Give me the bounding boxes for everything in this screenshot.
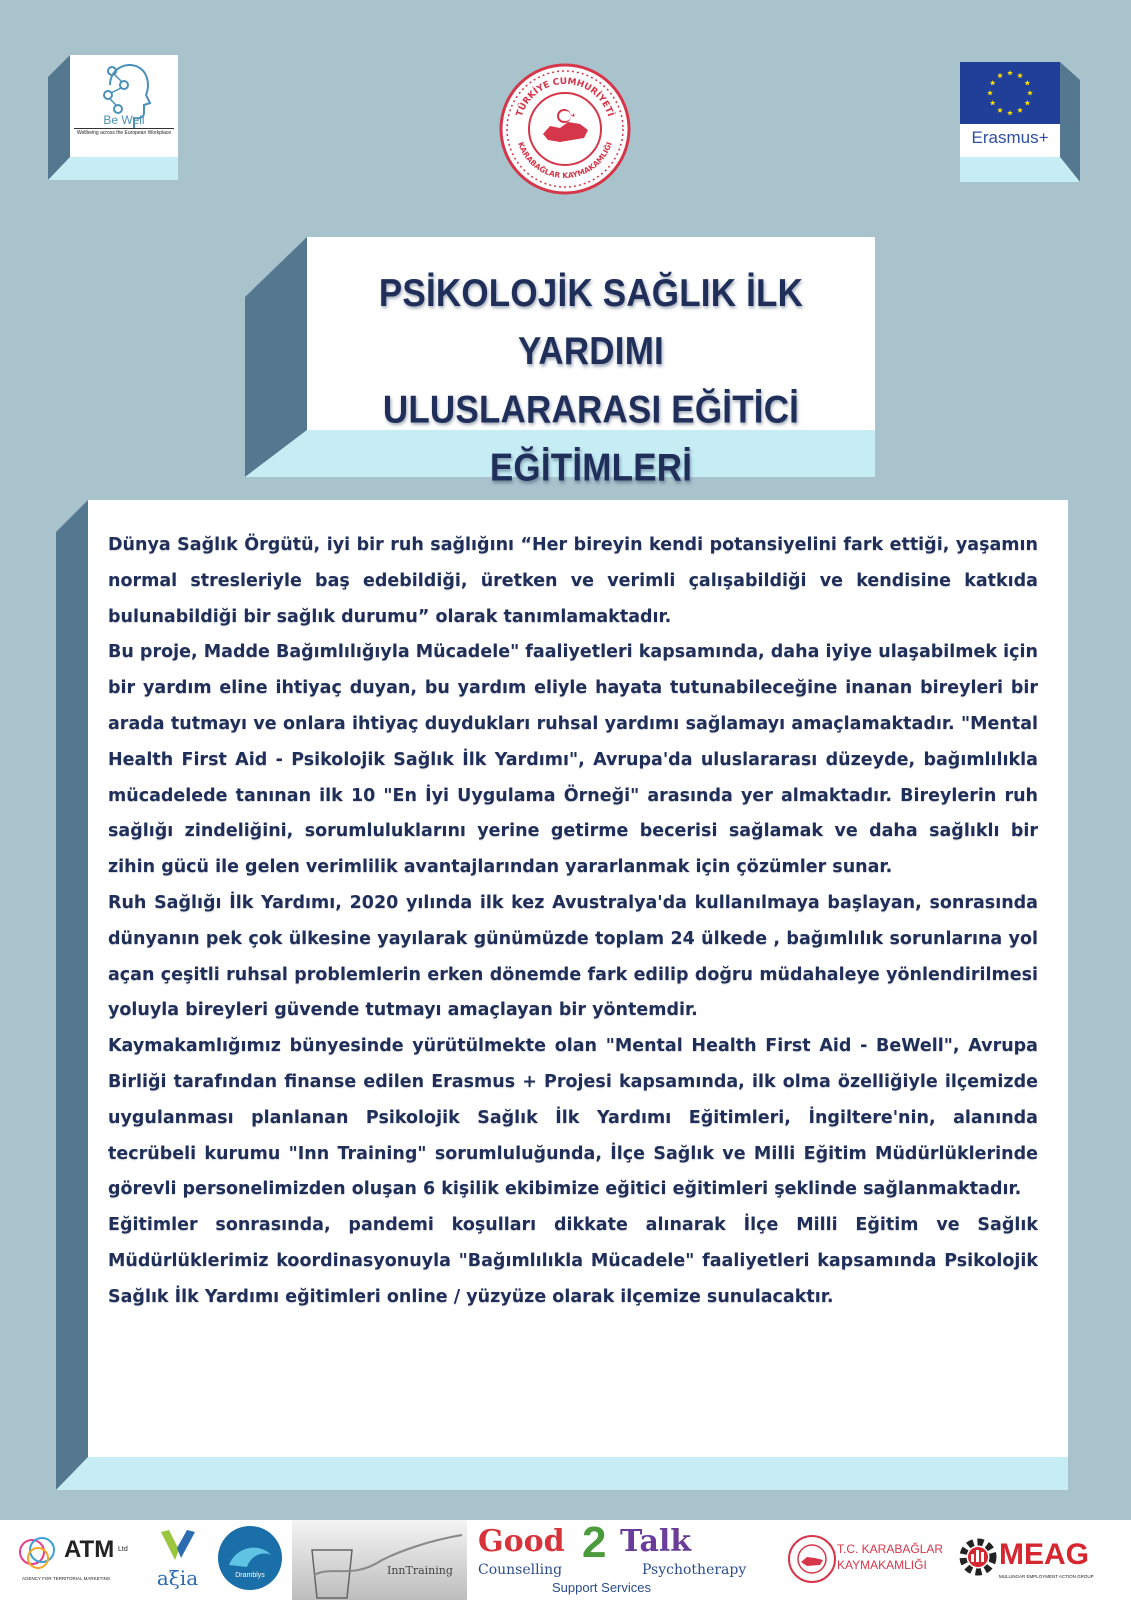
atm-logo — [14, 1520, 139, 1600]
erasmus-logo — [960, 62, 1060, 157]
atm-tagline: AGENCY FOR TERRITORIAL MARKETING — [22, 1576, 111, 1581]
bewell-head-icon — [70, 55, 178, 157]
good2talk-word1: Good — [478, 1524, 565, 1559]
good2talk-counselling: Counselling — [478, 1562, 563, 1578]
good2talk-psychotherapy: Psychotherapy — [642, 1562, 747, 1578]
meag-logo — [953, 1520, 1125, 1600]
dramblys-name: Dramblys — [235, 1572, 265, 1579]
title-line-2: ULUSLARARASI EĞİTİCİ EĞİTİMLERİ — [382, 387, 800, 490]
axia-mark-icon — [157, 1526, 197, 1564]
erasmus-name: Erasmus+ — [971, 128, 1049, 147]
bewell-logo — [70, 55, 178, 157]
inntraining-logo — [292, 1520, 467, 1600]
dramblys-logo — [215, 1520, 285, 1600]
good2talk-number: 2 — [582, 1518, 607, 1567]
paragraph: Bu proje, Madde Bağımlılığıyla Mücadele" faaliyetleri kapsamında, daha iyiye ulaşabilmek için bir yardım eline ihtiyaç duyan, bu yardım eliyle hayata tutunabileceğine inanan bireyleri bir arada tutmayı ve onlara ihtiyaç duydukları ruhsal yardımı sağlamayı amaçlamaktadır. "Mental Health First Aid - Psikolojik Sağlık İlk Yardımı", Avrupa'da uluslararası düzeyde, bağımlılıkla mücadelede tanınan ilk 10 "En İyi Uygulama Örneği" arasında yer almaktadır. Bireylerin ruh sağlığı zindeliğini, sorumluluklarını yerine getirme becerisi sağlamak ve daha sağlıklı bir zihin gücü ile gelen verimlilik avantajlarından yararlanmak için çözümler sunar. — [108, 642, 1038, 878]
atm-name: ATM — [64, 1536, 115, 1563]
seal-bottom-text: KARABAĞLAR KAYMAKAMLIĞI — [516, 140, 614, 181]
bewell-name: Be Well — [103, 113, 145, 127]
eu-flag-icon — [960, 62, 1060, 124]
water-glass-icon — [292, 1520, 467, 1600]
axia-logo — [150, 1520, 205, 1600]
axia-name: aξia — [156, 1566, 199, 1590]
kaymakamlik-seal — [498, 62, 632, 196]
partner-logos-footer — [0, 1520, 1131, 1600]
dramblys-circle-icon — [217, 1525, 283, 1591]
good2talk-word2: Talk — [620, 1524, 692, 1559]
atm-rings-icon — [16, 1532, 66, 1572]
seal-top-text: TÜRKİYE CUMHURİYETİ — [514, 76, 616, 118]
inntraining-name: InnTraining — [387, 1564, 453, 1577]
kaymakamlik-line2: KAYMAKAMLIĞI — [837, 1558, 927, 1572]
title-box — [245, 237, 875, 490]
page-title — [307, 265, 875, 498]
paragraph: Dünya Sağlık Örgütü, iyi bir ruh sağlığını “Her bireyin kendi potansiyelini fark ettiği, yaşamın normal stresleriyle baş edebildiği, üretken ve verimli çalışabildiği ve kendisine katkıda bulunabildiği bir sağlık durumu” olarak tanımlamaktadır. — [108, 535, 1038, 627]
erasmus-logo-box — [960, 62, 1080, 182]
paragraph: Eğitimler sonrasında, pandemi koşulları dikkate alınarak İlçe Milli Eğitim ve Sağlık Müdürlüklerimiz koordinasyonuyla "Bağımlılıkla Mücadele" faaliyetleri kapsamında Psikolojik Sağlık İlk Yardımı eğitimleri online / yüzyüze olarak ilçemize sunulacaktır. — [108, 1215, 1038, 1307]
meag-name: MEAG — [999, 1538, 1089, 1571]
title-line-1: PSİKOLOJİK SAĞLIK İLK YARDIMI — [378, 271, 804, 374]
paragraph: Ruh Sağlığı İlk Yardımı, 2020 yılında ilk kez Avustralya'da kullanılmaya başlayan, sonrasında dünyanın pek çok ülkesine yayılarak günümüzde toplam 24 ülkede , bağımlılık sorunlarına yol açan çeşitli ruhsal problemlerin erken dönemde fark edilip doğru müdahaleye yönlendirilmesi yoluyla bireyleri güvende tutmayı amaçlayan bir yöntemdir. — [108, 892, 1038, 1021]
kaymakamlik-seal-small-icon — [787, 1534, 837, 1584]
good2talk-logo — [474, 1520, 769, 1600]
bewell-logo-box — [48, 55, 178, 180]
kaymakamlik-line1: T.C. KARABAĞLAR — [837, 1542, 944, 1556]
body-text — [108, 528, 1038, 1316]
atm-suffix: Ltd — [118, 1546, 128, 1553]
good2talk-support: Support Services — [552, 1580, 651, 1595]
meag-tagline: MULLINGAR EMPLOYMENT ACTION GROUP — [999, 1574, 1094, 1579]
bewell-tagline: Wellbeing across the European Workplace — [76, 130, 172, 136]
paragraph: Kaymakamlığımız bünyesinde yürütülmekte olan "Mental Health First Aid - BeWell", Avrupa Birliği tarafından finanse edilen Erasmus + Projesi kapsamında, ilk olma özelliğiyle ilçemizde uygulanması planlanan Psikolojik Sağlık İlk Yardımı Eğitimleri, İngiltere'nin, alanında tecrübeli kurumu "Inn Training" sorumluluğunda, İlçe Sağlık ve Milli Eğitim Müdürlüklerinde görevli personelimizden oluşan 6 kişilik ekibimize eğitici eğitimleri şeklinde sağlanmaktadır. — [108, 1036, 1038, 1200]
kaymakamlik-footer-logo — [785, 1520, 945, 1600]
gear-icon — [955, 1534, 1001, 1580]
